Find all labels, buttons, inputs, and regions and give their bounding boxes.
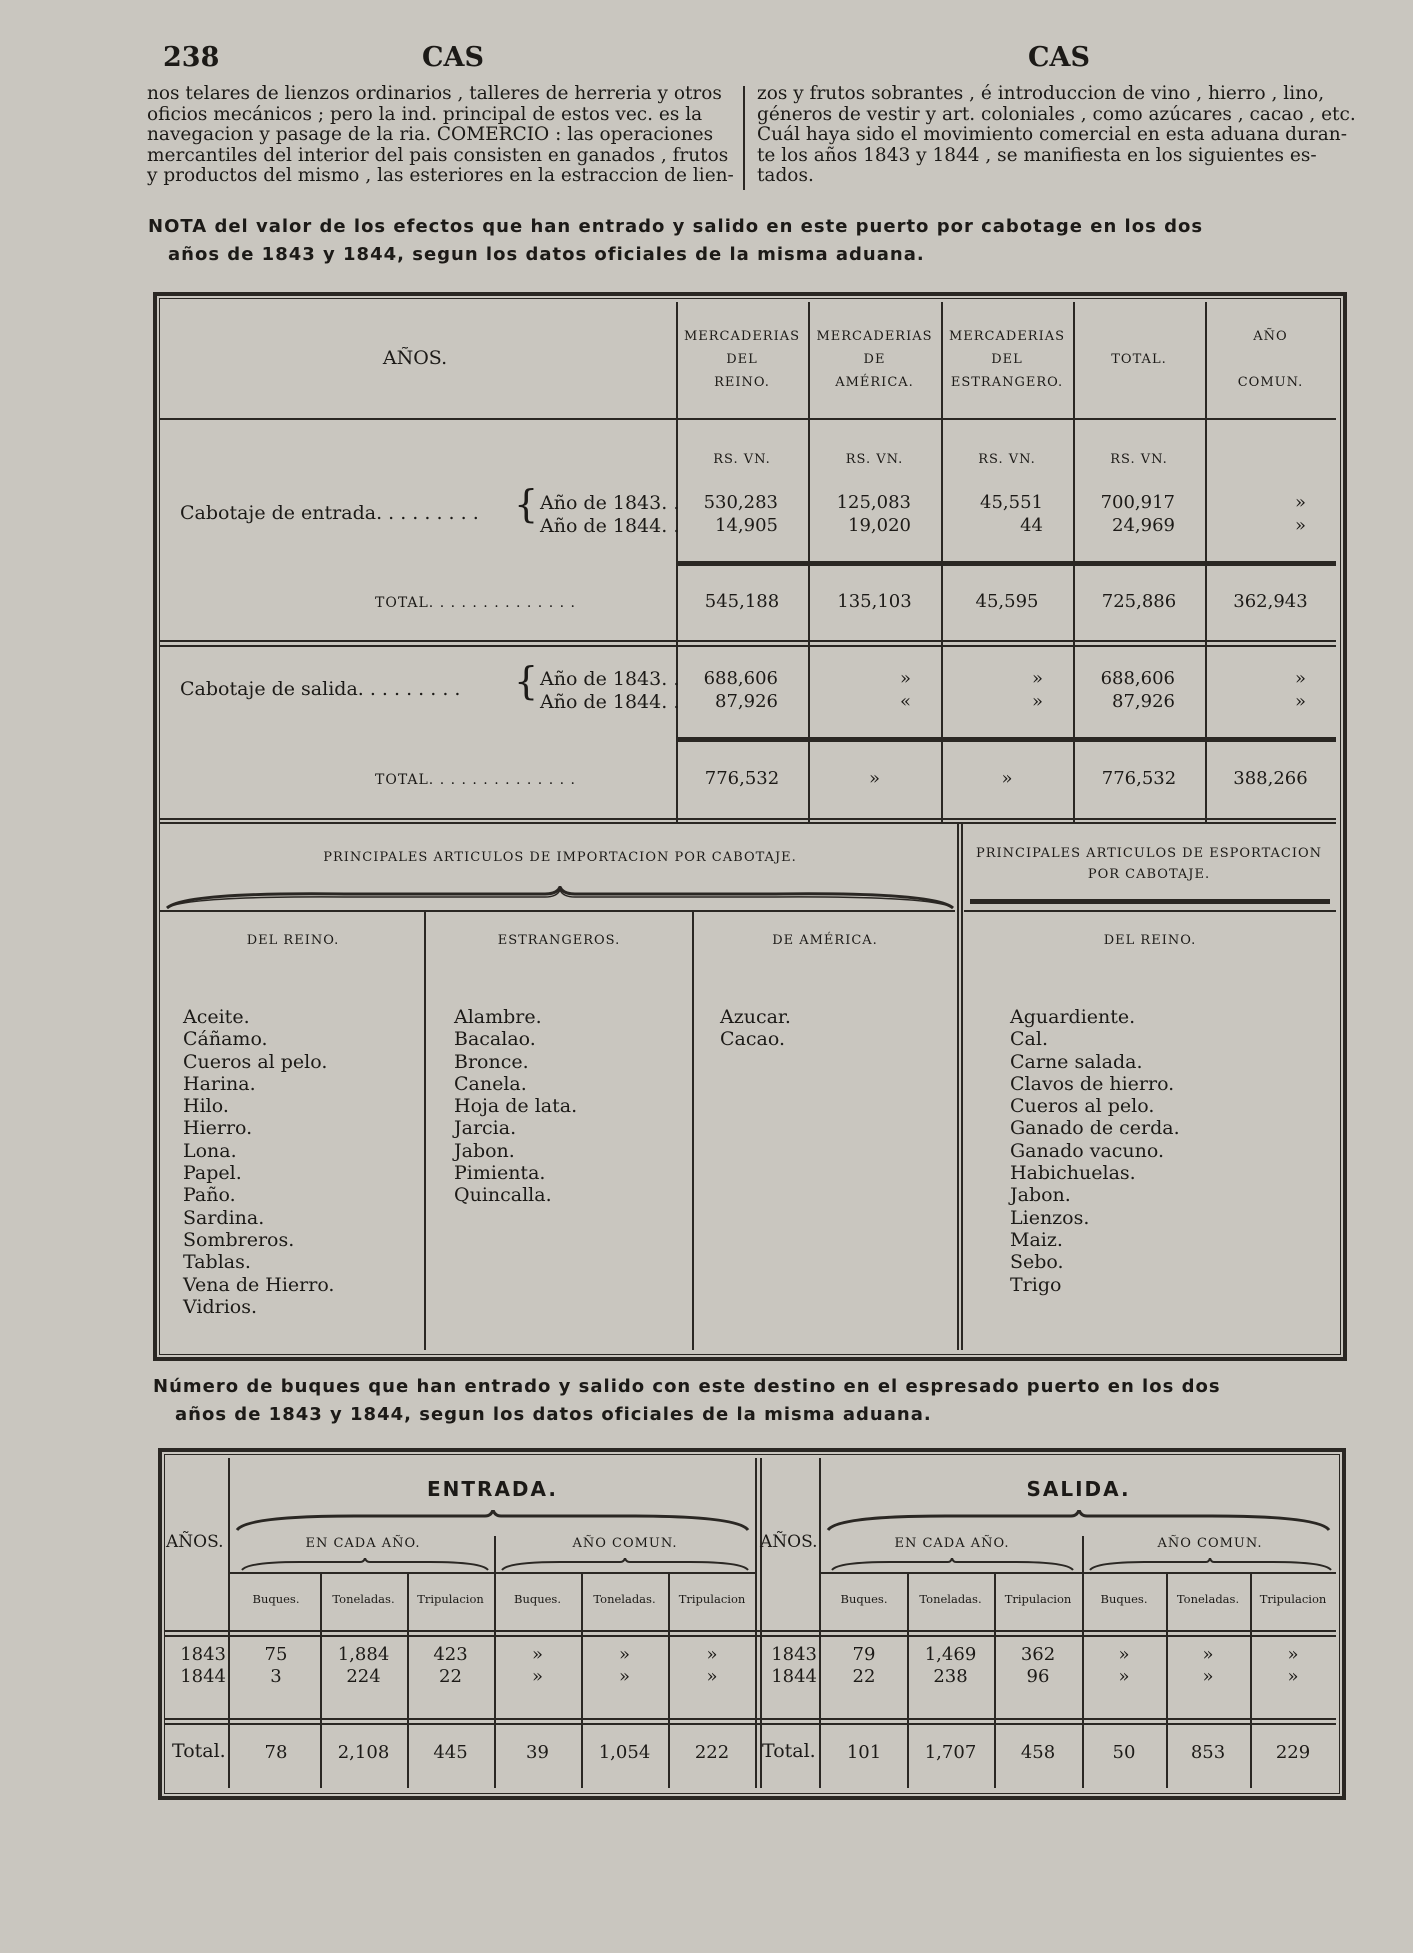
value-cell: » xyxy=(1118,1666,1130,1687)
list-item: Lienzos. xyxy=(1010,1206,1090,1229)
col-header-line3: REINO. xyxy=(714,375,770,390)
col-header-line3: COMUN. xyxy=(1237,375,1304,390)
value-cell: » xyxy=(1031,668,1043,689)
unit-label: RS. VN. xyxy=(713,452,771,467)
list-item: Bacalao. xyxy=(454,1028,536,1051)
value-cell: » xyxy=(1287,1644,1299,1665)
col-header-line1: MERCADERIAS xyxy=(816,329,933,344)
list-item: Sebo. xyxy=(1010,1251,1064,1274)
value-cell: » xyxy=(1294,515,1306,536)
hline xyxy=(160,645,1336,647)
col-header-line2: DEL xyxy=(991,352,1023,367)
intro-line: géneros de vestir y art. coloniales , como azúcares , cacao , etc. xyxy=(757,103,1356,125)
total-cell: 50 xyxy=(1112,1742,1136,1763)
list-item: Quincalla. xyxy=(454,1184,552,1207)
sub-header: Tripulacion xyxy=(678,1592,746,1606)
value-cell: » xyxy=(1118,1644,1130,1665)
hline xyxy=(676,561,1336,566)
vline xyxy=(760,1458,762,1788)
col-header-line3: AMÉRICA. xyxy=(835,375,914,390)
intro-line: tados. xyxy=(757,165,814,186)
vline xyxy=(228,1458,230,1788)
list-item: Sardina. xyxy=(183,1206,265,1229)
list-item: Cacao. xyxy=(720,1028,785,1051)
list-item: Maiz. xyxy=(1010,1228,1063,1251)
total-label: Total. xyxy=(762,1740,816,1762)
list-item: Aguardiente. xyxy=(1010,1006,1136,1028)
value-cell: » xyxy=(1287,1666,1299,1687)
intro-line: zos y frutos sobrantes , é introduccion de vino , hierro , lino, xyxy=(757,83,1325,104)
list-item: Canela. xyxy=(454,1072,527,1095)
list-item: Hilo. xyxy=(183,1095,229,1118)
intro-line: oficios mecánicos ; pero la ind. principal de estos vec. es la xyxy=(147,103,703,125)
col-header-line2: DE xyxy=(863,352,886,367)
value-cell: » xyxy=(706,1644,718,1665)
value-cell: 44 xyxy=(1020,515,1043,536)
brace-icon: { xyxy=(514,482,539,526)
list-item: Alambre. xyxy=(454,1006,542,1028)
year-cell: 1844 xyxy=(180,1666,226,1687)
list-item: Jabon. xyxy=(454,1139,515,1162)
value-cell: 362 xyxy=(1020,1644,1056,1665)
intro-line: navegacion y pasage de la ria. COMERCIO : las operaciones xyxy=(147,124,714,145)
list-item: Pimienta. xyxy=(454,1162,546,1185)
intro-line: y productos del mismo , las esteriores en la estraccion de lien- xyxy=(147,165,734,186)
value-cell: 87,926 xyxy=(1112,691,1175,712)
sub-header: Tripulacion xyxy=(1259,1592,1327,1606)
value-cell: » xyxy=(618,1644,630,1665)
sub-header: Buques. xyxy=(514,1592,561,1606)
list-item: Trigo xyxy=(1010,1273,1062,1296)
value-cell: 96 xyxy=(1026,1666,1050,1687)
value-cell: 45,551 xyxy=(980,492,1043,513)
total-cell: 1,054 xyxy=(598,1742,651,1763)
total-cell: 776,532 xyxy=(704,768,780,789)
sub-header: Toneladas. xyxy=(332,1592,395,1606)
hline xyxy=(164,1718,1336,1720)
america-header: DE AMÉRICA. xyxy=(772,933,878,948)
sub-header: Tripulacion xyxy=(1004,1592,1072,1606)
value-cell: » xyxy=(1202,1666,1214,1687)
total-label: Total. xyxy=(172,1740,226,1762)
total-cell: 2,108 xyxy=(337,1742,390,1763)
brace-icon xyxy=(235,1510,750,1532)
intro-line: te los años 1843 y 1844 , se manifiesta en los siguientes es- xyxy=(757,144,1317,166)
intro-line: mercantiles del interior del pais consisten en ganados , frutos xyxy=(147,144,729,166)
estrangeros-list xyxy=(454,1006,577,1207)
value-cell: » xyxy=(706,1666,718,1687)
value-cell: 79 xyxy=(852,1644,876,1665)
export-title-2: POR CABOTAJE. xyxy=(1087,867,1211,882)
value-cell: 75 xyxy=(264,1644,288,1665)
intro-left-column xyxy=(147,84,732,187)
total-cell: 45,595 xyxy=(975,591,1039,612)
intro-line: nos telares de lienzos ordinarios , talleres de herreria y otros xyxy=(147,83,722,104)
value-cell: » xyxy=(531,1666,543,1687)
total-cell: 725,886 xyxy=(1101,591,1177,612)
hline xyxy=(970,899,1330,904)
entrada-year2: Año de 1844. . xyxy=(540,515,680,537)
value-cell: » xyxy=(618,1666,630,1687)
vline xyxy=(961,822,963,1350)
total-cell: 776,532 xyxy=(1101,768,1177,789)
total-cell: 853 xyxy=(1190,1742,1226,1763)
hline xyxy=(160,418,1336,420)
total-cell: 222 xyxy=(694,1742,730,1763)
sub-header: Toneladas. xyxy=(919,1592,982,1606)
list-item: Bronce. xyxy=(454,1050,529,1073)
years-header-salida: AÑOS. xyxy=(760,1532,818,1552)
del-reino-header: DEL REINO. xyxy=(246,933,340,948)
value-cell: 19,020 xyxy=(848,515,911,536)
brace-icon xyxy=(830,1558,1075,1572)
import-title: PRINCIPALES ARTICULOS DE IMPORTACION POR CABOTAJE. xyxy=(323,850,797,865)
list-item: Harina. xyxy=(183,1072,256,1095)
unit-label: RS. VN. xyxy=(978,452,1036,467)
salida-total-label: TOTAL. . . . . . . . . . . . . . xyxy=(375,772,576,788)
total-cell: 1,707 xyxy=(924,1742,977,1763)
value-cell: 24,969 xyxy=(1112,515,1175,536)
hline xyxy=(160,822,1336,824)
value-cell: 700,917 xyxy=(1100,492,1175,513)
list-item: Clavos de hierro. xyxy=(1010,1072,1175,1095)
running-head-right: CAS xyxy=(1028,42,1090,73)
entrada-year1: Año de 1843. . xyxy=(540,492,680,514)
value-cell: 1,884 xyxy=(337,1644,390,1665)
value-cell: 22 xyxy=(439,1666,462,1687)
list-item: Hoja de lata. xyxy=(454,1095,578,1118)
america-list xyxy=(720,1006,791,1051)
total-cell: 39 xyxy=(526,1742,549,1763)
entrada-title: ENTRADA. xyxy=(427,1477,558,1501)
value-cell: » xyxy=(531,1644,543,1665)
col-header-line1: MERCADERIAS xyxy=(683,329,801,344)
brace-icon xyxy=(1088,1558,1333,1572)
total-cell: 101 xyxy=(846,1742,882,1763)
value-cell: » xyxy=(1202,1644,1214,1665)
hline xyxy=(160,910,955,912)
sub-header: Buques. xyxy=(840,1592,888,1606)
value-cell: 14,905 xyxy=(715,515,778,536)
hline xyxy=(821,1572,1336,1574)
value-cell: » xyxy=(1031,691,1043,712)
year-cell: 1843 xyxy=(771,1644,817,1665)
table2-title-line1: Número de buques que han entrado y salido con este destino en el espresado puerto en los dos xyxy=(153,1376,1221,1397)
unit-label: RS. VN. xyxy=(1110,452,1168,467)
vline xyxy=(957,822,959,1350)
total-cell: 388,266 xyxy=(1233,768,1308,789)
list-item: Cueros al pelo. xyxy=(1010,1095,1155,1118)
list-item: Aceite. xyxy=(183,1006,250,1028)
hline xyxy=(230,1572,756,1574)
list-item: Ganado vacuno. xyxy=(1010,1139,1165,1162)
salida-label: Cabotaje de salida. . . . . . . . . xyxy=(180,678,461,700)
brace-icon xyxy=(165,886,955,912)
sub-header: Tripulacion xyxy=(417,1592,484,1606)
salida-title: SALIDA. xyxy=(1026,1477,1131,1501)
col-header-line3: ESTRANGERO. xyxy=(950,375,1064,390)
list-item: Lona. xyxy=(183,1139,237,1162)
entrada-cada-ano: EN CADA AÑO. xyxy=(305,1536,421,1551)
sub-header: Toneladas. xyxy=(593,1592,656,1606)
value-cell: » xyxy=(1294,691,1306,712)
value-cell: 423 xyxy=(433,1644,468,1665)
list-item: Tablas. xyxy=(183,1251,251,1274)
list-item: Carne salada. xyxy=(1010,1050,1143,1073)
vline xyxy=(692,910,694,1350)
brace-icon xyxy=(240,1558,490,1572)
brace-icon xyxy=(500,1558,750,1572)
total-cell: 445 xyxy=(433,1742,468,1763)
value-cell: 688,606 xyxy=(1100,668,1175,689)
total-cell: » xyxy=(1001,768,1013,789)
sub-header: Toneladas. xyxy=(1176,1592,1240,1606)
total-cell: 229 xyxy=(1275,1742,1311,1763)
export-header: DEL REINO. xyxy=(1103,933,1197,948)
vline xyxy=(755,1458,757,1788)
total-cell: » xyxy=(868,768,880,789)
col-header-line2: DEL xyxy=(726,352,758,367)
value-cell: » xyxy=(1294,492,1306,513)
value-cell: 125,083 xyxy=(836,492,911,513)
value-cell: 688,606 xyxy=(703,668,778,689)
list-item: Sombreros. xyxy=(183,1228,295,1251)
table1-title-line1: NOTA del valor de los efectos que han entrado y salido en este puerto por cabotage en los dos xyxy=(148,216,1204,237)
hline xyxy=(164,1630,1336,1632)
export-list xyxy=(1010,1006,1180,1296)
table2-title-line2: años de 1843 y 1844, segun los datos oficiales de la misma aduana. xyxy=(175,1404,932,1425)
value-cell: 530,283 xyxy=(703,492,778,513)
list-item: Cueros al pelo. xyxy=(183,1050,328,1073)
value-cell: 22 xyxy=(852,1666,876,1687)
export-title-1: PRINCIPALES ARTICULOS DE ESPORTACION xyxy=(975,846,1323,861)
list-item: Jabon. xyxy=(1010,1184,1071,1207)
unit-label: RS. VN. xyxy=(845,452,904,467)
list-item: Vena de Hierro. xyxy=(183,1273,335,1296)
intro-right-column xyxy=(757,83,1356,187)
total-cell: 78 xyxy=(264,1742,288,1763)
list-item: Jarcia. xyxy=(454,1117,517,1140)
running-head-left: CAS xyxy=(422,42,484,73)
list-item: Cáñamo. xyxy=(183,1028,268,1051)
hline xyxy=(164,1635,1336,1637)
entrada-ano-comun: AÑO COMUN. xyxy=(572,1536,678,1551)
list-item: Azucar. xyxy=(720,1006,791,1028)
col-header-line2: TOTAL. xyxy=(1111,352,1167,367)
list-item: Habichuelas. xyxy=(1010,1162,1136,1185)
brace-icon xyxy=(826,1510,1331,1532)
salida-cada-ano: EN CADA AÑO. xyxy=(894,1536,1010,1551)
hline xyxy=(964,910,1336,912)
entrada-total-label: TOTAL. . . . . . . . . . . . . . xyxy=(375,595,576,611)
value-cell: » xyxy=(899,668,911,689)
col-header-line1: MERCADERIAS xyxy=(948,329,1066,344)
list-item: Papel. xyxy=(183,1162,242,1185)
hline xyxy=(676,737,1336,742)
total-cell: 135,103 xyxy=(837,591,912,612)
sub-header: Buques. xyxy=(1100,1592,1148,1606)
list-item: Paño. xyxy=(183,1184,236,1207)
list-item: Vidrios. xyxy=(183,1295,258,1318)
hline xyxy=(164,1723,1336,1725)
vline xyxy=(819,1458,821,1788)
brace-icon: { xyxy=(514,659,539,703)
del-reino-list xyxy=(183,1006,334,1318)
total-cell: 545,188 xyxy=(704,591,780,612)
column-divider xyxy=(743,86,745,190)
list-item: Hierro. xyxy=(183,1117,253,1140)
page-number: 238 xyxy=(163,42,220,73)
hline xyxy=(160,818,1336,820)
sub-header: Buques. xyxy=(252,1592,300,1606)
value-cell: 1,469 xyxy=(924,1644,977,1665)
years-header: AÑOS. xyxy=(382,347,448,369)
value-cell: 224 xyxy=(346,1666,381,1687)
year-cell: 1844 xyxy=(771,1666,817,1687)
vline xyxy=(424,910,426,1350)
intro-line: Cuál haya sido el movimiento comercial en esta aduana duran- xyxy=(757,124,1347,145)
value-cell: 3 xyxy=(270,1666,282,1687)
salida-ano-comun: AÑO COMUN. xyxy=(1157,1536,1263,1551)
estrangeros-header: ESTRANGEROS. xyxy=(497,933,621,948)
hline xyxy=(160,640,1336,642)
list-item: Cal. xyxy=(1010,1028,1048,1051)
total-cell: 362,943 xyxy=(1233,591,1308,612)
salida-year1: Año de 1843. . xyxy=(540,668,680,690)
value-cell: 87,926 xyxy=(715,691,778,712)
total-cell: 458 xyxy=(1020,1742,1056,1763)
table1-title-line2: años de 1843 y 1844, segun los datos oficiales de la misma aduana. xyxy=(168,244,925,265)
col-header-line1: AÑO xyxy=(1253,329,1288,344)
years-header-entrada: AÑOS. xyxy=(166,1532,224,1552)
list-item: Ganado de cerda. xyxy=(1010,1117,1180,1140)
year-cell: 1843 xyxy=(180,1644,226,1665)
salida-year2: Año de 1844. . xyxy=(540,691,680,713)
value-cell: « xyxy=(899,691,911,712)
entrada-label: Cabotaje de entrada. . . . . . . . . xyxy=(180,502,479,524)
value-cell: » xyxy=(1294,668,1306,689)
value-cell: 238 xyxy=(933,1666,968,1687)
